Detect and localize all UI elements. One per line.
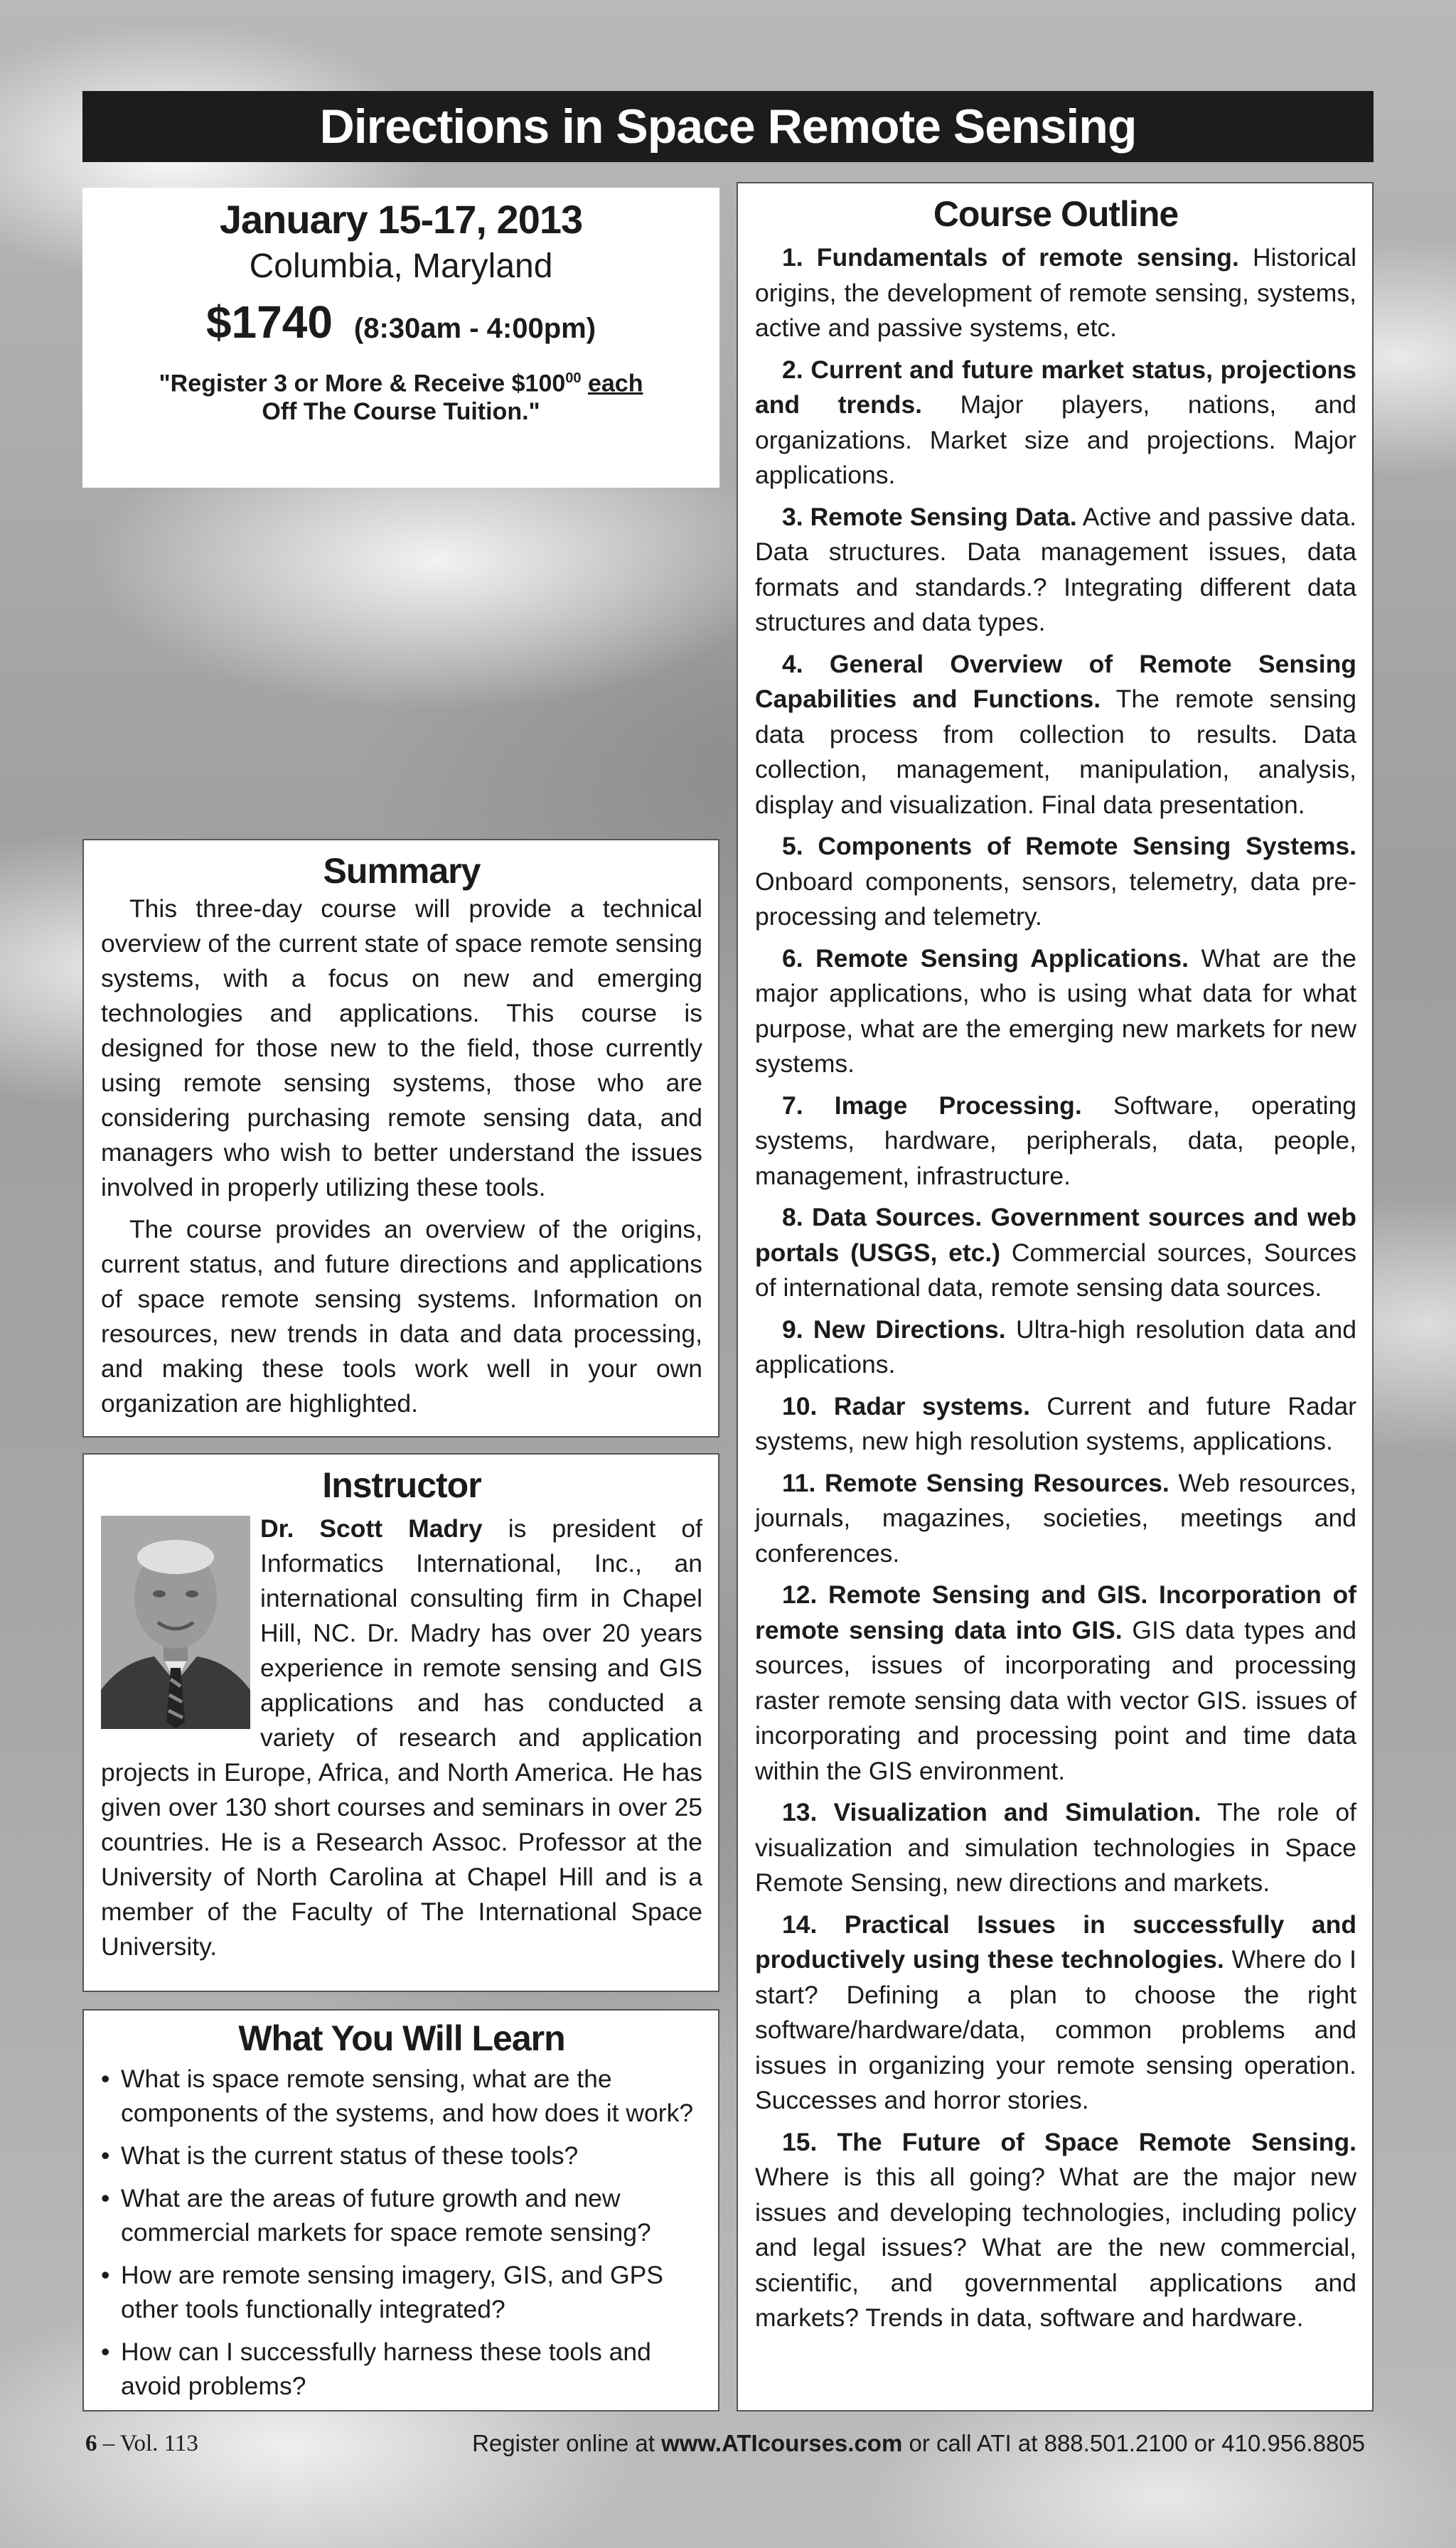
group-discount-promo bbox=[82, 364, 719, 426]
registration-info: Register online at www.ATIcourses.com or call ATI at 888.501.2100 or 410.956.8805 bbox=[472, 2430, 1365, 2456]
outline-item: 10. Radar systems. Current and future Radar systems, new high resolution systems, applications. bbox=[755, 1391, 1356, 1455]
outline-item: 8. Data Sources. Government sources and web portals (USGS, etc.) Commercial sources, Sources of international data, remote sensing data sources. bbox=[755, 1203, 1357, 1302]
summary-panel bbox=[82, 839, 719, 1438]
outline-item: 5. Components of Remote Sensing Systems. Onboard components, sensors, telemetry, data pre-processing and telemetry. bbox=[755, 832, 1356, 931]
list-item: • How are remote sensing imagery, GIS, and GPS other tools functionally integrated? bbox=[101, 2258, 702, 2326]
event-price-row bbox=[82, 296, 719, 348]
summary-paragraph: This three-day course will provide a technical overview of the current state of space remote sensing systems, with a focus on new and emerging technologies and applications. This course is designed for those new to the field, those currently using remote sensing systems, those who are considering purchasing remote sensing data, and managers who wish to better understand the issues involved in properly utilizing these tools. bbox=[101, 894, 702, 1201]
list-item: • How can I successfully harness these tools and avoid problems? bbox=[101, 2335, 702, 2403]
outline-item: 15. The Future of Space Remote Sensing. Where is this all going? What are the major new issues and developing technologies, including policy and legal issues? What are the new commercial, scientific, and governmental applications and markets? Trends in data, software and hardware. bbox=[755, 2127, 1356, 2332]
outline-item: 14. Practical Issues in successfully and productively using these technologies. Where do I start? Defining a plan to choose the right software/hardware/data, common problems and issues in organizing your remote sensing operation. Successes and horror stories. bbox=[755, 1910, 1356, 2114]
event-info-panel bbox=[82, 188, 719, 488]
promo-superscript: 00 bbox=[565, 370, 582, 386]
outline-item: 1. Fundamentals of remote sensing. Historical origins, the development of remote sensing, systems, active and passive systems, etc. bbox=[755, 243, 1356, 342]
what-you-will-learn-panel bbox=[82, 2009, 719, 2412]
outline-item: 2. Current and future market status, projections and trends. Major players, nations, and organizations. Market size and projections. Major applications. bbox=[755, 355, 1356, 489]
outline-item: 13. Visualization and Simulation. The role of visualization and simulation technologies in Space Remote Sensing, new directions and markets. bbox=[755, 1798, 1357, 1897]
outline-item: 7. Image Processing. Software, operating systems, hardware, peripherals, data, people, management, infrastructure. bbox=[755, 1091, 1356, 1190]
outline-item: 12. Remote Sensing and GIS. Incorporation of remote sensing data into GIS. GIS data types and sources, issues of incorporating and processing raster remote sensing data with vector GIS. issues of incorporating and processing point and time data within the GIS environment. bbox=[755, 1580, 1356, 1785]
outline-item: 6. Remote Sensing Applications. What are the major applications, who is using what data for what purpose, what are the emerging new markets for new systems. bbox=[755, 943, 1356, 1078]
promo-text-2: Off The Course Tuition." bbox=[262, 398, 540, 426]
summary-paragraph: The course provides an overview of the origins, current status, and future directions and applications of space remote sensing systems. Information on resources, new trends in data and data processing, and making these tools work well in your own organization are highlighted. bbox=[101, 1215, 702, 1418]
portrait-icon bbox=[101, 1516, 250, 1729]
instructor-heading: Instructor bbox=[322, 1465, 481, 1505]
page-number: 6 – Vol. 113 bbox=[85, 2431, 198, 2456]
learn-list bbox=[101, 2062, 702, 2403]
list-item: • What are the areas of future growth and new commercial markets for space remote sensing? bbox=[101, 2181, 702, 2249]
instructor-bio-text: is president of Informatics International, Inc., an international consulting firm in Chapel Hill, NC. Dr. Madry has over 20 years experience in remote sensing and GIS applications and has conducted a variety of research and application projects in Europe, Africa, and North America. He has given over 130 short courses and seminars in over 25 countries. He is a Research Assoc. Professor at the University of North Carolina at Chapel Hill and is a member of the Faculty of The International Space University. bbox=[101, 1514, 702, 1961]
course-outline-panel bbox=[737, 182, 1374, 2412]
outline-item: 3. Remote Sensing Data. Active and passive data. Data structures. Data management issues, data formats and standards.? Integrating different data structures and data types. bbox=[755, 502, 1356, 636]
summary-heading: Summary bbox=[323, 851, 481, 891]
outline-item: 4. General Overview of Remote Sensing Capabilities and Functions. The remote sensing data process from collection to results. Data collection, management, manipulation, analysis, display and visualization. Final data presentation. bbox=[755, 649, 1356, 819]
event-hours: (8:30am - 4:00pm) bbox=[353, 313, 596, 344]
instructor-photo bbox=[101, 1516, 250, 1729]
promo-text-1: "Register 3 or More & Receive $100 bbox=[159, 370, 566, 397]
learn-heading: What You Will Learn bbox=[238, 2018, 565, 2058]
instructor-bio bbox=[101, 1511, 702, 1964]
page-footer bbox=[85, 2426, 1365, 2461]
event-dates: January 15-17, 2013 bbox=[219, 197, 583, 242]
outline-heading: Course Outline bbox=[933, 194, 1179, 234]
instructor-name: Dr. Scott Madry bbox=[260, 1514, 483, 1543]
event-price: $1740 bbox=[205, 296, 333, 348]
instructor-panel bbox=[82, 1453, 719, 1992]
outline-item: 11. Remote Sensing Resources. Web resources, journals, magazines, societies, meetings and conferences. bbox=[755, 1468, 1356, 1568]
list-item: • What is space remote sensing, what are the components of the systems, and how does it work? bbox=[101, 2062, 702, 2130]
outline-item: 9. New Directions. Ultra-high resolution data and applications. bbox=[755, 1315, 1357, 1379]
promo-each: each bbox=[587, 370, 643, 397]
event-location: Columbia, Maryland bbox=[249, 247, 553, 285]
page-title: Directions in Space Remote Sensing bbox=[82, 91, 1374, 162]
list-item: • What is the current status of these tools? bbox=[101, 2138, 702, 2173]
website-link[interactable]: www.ATIcourses.com bbox=[661, 2430, 903, 2456]
